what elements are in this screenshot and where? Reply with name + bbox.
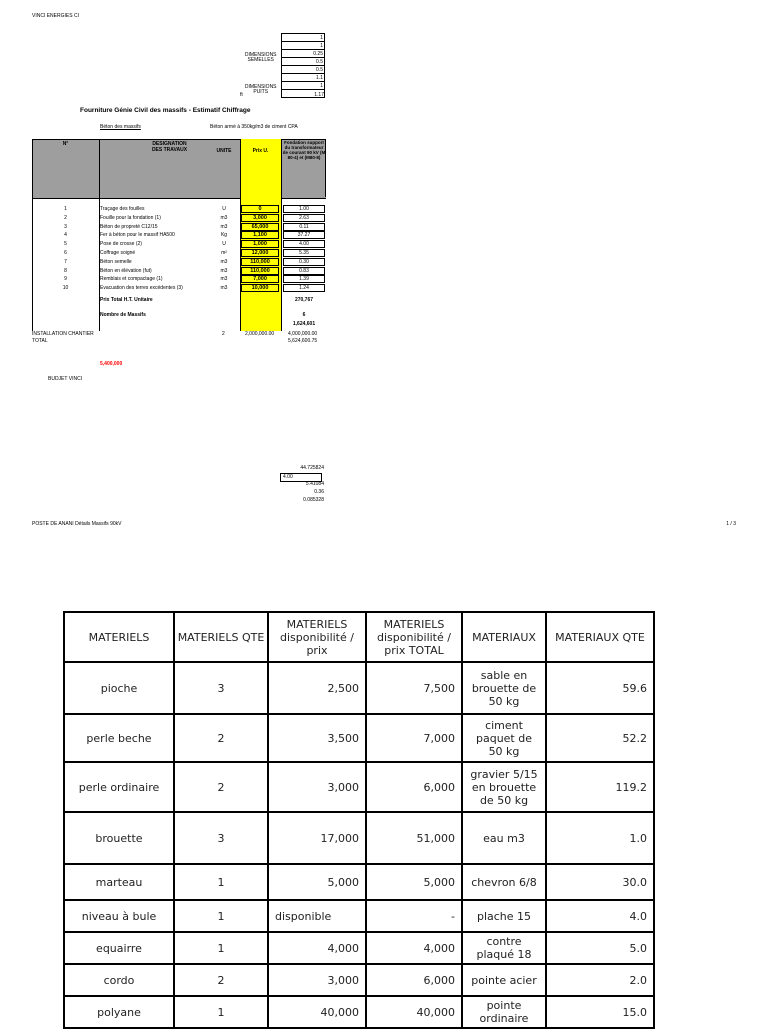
dim-h-label: ft bbox=[240, 92, 243, 98]
materials-row bbox=[64, 762, 654, 812]
materiel-name: pioche bbox=[64, 662, 174, 714]
dimensions-table bbox=[240, 33, 325, 98]
estimate-row bbox=[32, 205, 326, 213]
materiel-prix: 3,000 bbox=[268, 964, 366, 996]
dim-value: 1 bbox=[282, 34, 325, 42]
dim-value: 1 bbox=[282, 42, 325, 50]
row-designation: Traçage des fouilles bbox=[100, 206, 145, 212]
row-prix: 1,000 bbox=[241, 240, 279, 248]
row-no: 2 bbox=[64, 214, 67, 221]
materiel-name: niveau à bule bbox=[64, 900, 174, 932]
row-designation: Coffrage soigné bbox=[100, 250, 136, 256]
estimate-row bbox=[32, 258, 326, 266]
materiau-qte: 30.0 bbox=[546, 864, 654, 900]
header-unite: UNITE bbox=[216, 148, 232, 154]
materiel-total: 51,000 bbox=[366, 812, 462, 864]
materiel-name: cordo bbox=[64, 964, 174, 996]
mat-header: MATERIELS disponibilité / prix TOTAL bbox=[366, 612, 462, 662]
mat-header: MATERIELS bbox=[64, 612, 174, 662]
row-prix: 12,000 bbox=[241, 249, 279, 257]
materiau-name: contre plaqué 18 bbox=[462, 932, 546, 964]
red-amount: 5,400,000 bbox=[100, 361, 123, 367]
header-designation: DESIGNATION DES TRAVAUX bbox=[151, 141, 188, 153]
materiel-total: - bbox=[366, 900, 462, 932]
materiau-qte: 1.0 bbox=[546, 812, 654, 864]
materiau-qte: 59.6 bbox=[546, 662, 654, 714]
row-quantity: 2.63 bbox=[283, 214, 325, 222]
row-prix: 110,000 bbox=[241, 267, 279, 275]
materials-table bbox=[63, 611, 655, 1029]
dim-value: 0.5 bbox=[282, 58, 325, 66]
row-no: 9 bbox=[64, 276, 67, 283]
materials-row bbox=[64, 812, 654, 864]
row-no: 1 bbox=[64, 206, 67, 212]
materiel-qte: 1 bbox=[174, 864, 268, 900]
header-no: N° bbox=[62, 141, 69, 147]
dim-semelles-label: DIMENSIONS SEMELLES bbox=[244, 51, 277, 63]
row-quantity: 1.24 bbox=[283, 284, 325, 292]
row-designation: Remblais et compactage (1) bbox=[100, 276, 163, 283]
estimate-row bbox=[32, 223, 326, 231]
estimate-row bbox=[32, 231, 326, 239]
row-unite: m3 bbox=[220, 223, 228, 230]
mat-header: MATERIAUX QTE bbox=[546, 612, 654, 662]
row-unite: m² bbox=[221, 250, 227, 256]
materiel-total: 5,000 bbox=[366, 864, 462, 900]
install-total: 4,000,000.00 bbox=[288, 331, 318, 337]
nb-massifs-label: Nombre de Massifs bbox=[100, 312, 146, 318]
calc-value: 5.41084 bbox=[305, 481, 324, 487]
materiau-name: eau m3 bbox=[462, 812, 546, 864]
materiel-qte: 2 bbox=[174, 714, 268, 762]
estimate-row bbox=[32, 249, 326, 257]
row-designation: Pose de crosse (2) bbox=[100, 241, 142, 248]
budget-label: BUDJET VINCI bbox=[48, 376, 83, 382]
company-name: VINCI ENERGIES CI bbox=[32, 13, 79, 19]
header-fondation: Fondation support du transformateur de courant 90 kV (M 80-4) et (M80-8) bbox=[282, 140, 326, 160]
row-quantity: 0.11 bbox=[283, 223, 325, 231]
row-designation: Fouille pour la fondation (1) bbox=[100, 214, 161, 221]
materiel-total: 6,000 bbox=[366, 964, 462, 996]
estimate-row bbox=[32, 267, 326, 275]
materiel-name: perle ordinaire bbox=[64, 762, 174, 812]
estimate-subtitle-left: Béton des massifs bbox=[100, 124, 141, 130]
materiau-qte: 52.2 bbox=[546, 714, 654, 762]
materials-row bbox=[64, 996, 654, 1028]
row-prix: 3,000 bbox=[241, 214, 279, 222]
materiau-qte: 2.0 bbox=[546, 964, 654, 996]
materiau-name: pointe ordinaire bbox=[462, 996, 546, 1028]
dim-h-value: 1.17 bbox=[314, 92, 324, 98]
row-unite: m3 bbox=[220, 276, 228, 283]
row-no: 3 bbox=[64, 223, 67, 230]
materials-row bbox=[64, 900, 654, 932]
materiel-qte: 1 bbox=[174, 932, 268, 964]
materiau-name: gravier 5/15 en brouette de 50 kg bbox=[462, 762, 546, 812]
row-designation: Béton de propreté C12/15 bbox=[100, 223, 158, 230]
mat-header: MATERIAUX bbox=[462, 612, 546, 662]
row-designation: Fer à béton pour le massif HA500 bbox=[100, 232, 175, 239]
materials-row bbox=[64, 662, 654, 714]
row-no: 10 bbox=[62, 285, 69, 292]
materiau-qte: 5.0 bbox=[546, 932, 654, 964]
materiau-name: chevron 6/8 bbox=[462, 864, 546, 900]
calc-value-boxed: 4.00 bbox=[280, 473, 322, 482]
row-quantity: 0.30 bbox=[283, 258, 325, 266]
row-prix: 65,000 bbox=[241, 223, 279, 231]
row-unite: m3 bbox=[220, 267, 228, 274]
row-unite: m3 bbox=[220, 258, 228, 265]
row-unite: U bbox=[222, 206, 226, 212]
install-unit-price: 2,000,000.00 bbox=[245, 331, 275, 337]
materiel-total: 7,000 bbox=[366, 714, 462, 762]
materiel-prix: 17,000 bbox=[268, 812, 366, 864]
calc-value: 44.725824 bbox=[300, 465, 324, 471]
materiel-total: 4,000 bbox=[366, 932, 462, 964]
row-quantity: 1.00 bbox=[283, 205, 325, 213]
row-quantity: 4.00 bbox=[283, 240, 325, 248]
materiel-total: 7,500 bbox=[366, 662, 462, 714]
estimate-row bbox=[32, 275, 326, 283]
materials-row bbox=[64, 964, 654, 996]
row-quantity: 1.39 bbox=[283, 275, 325, 283]
row-quantity: 0.83 bbox=[283, 267, 325, 275]
estimate-row bbox=[32, 284, 326, 292]
materiel-qte: 2 bbox=[174, 964, 268, 996]
row-designation: Béton en élévation (fut) bbox=[100, 267, 152, 274]
materiel-qte: 1 bbox=[174, 900, 268, 932]
row-no: 5 bbox=[64, 241, 67, 248]
materials-row bbox=[64, 864, 654, 900]
materiau-qte: 119.2 bbox=[546, 762, 654, 812]
row-unite: Kg bbox=[220, 232, 228, 239]
row-designation: Béton semelle bbox=[100, 258, 132, 265]
total-label: Prix Total H.T. Unitaire bbox=[100, 297, 153, 303]
row-designation: Evacuation des terres excédentes (3) bbox=[100, 285, 183, 292]
mat-header: MATERIELS disponibilité / prix bbox=[268, 612, 366, 662]
materiel-name: perle beche bbox=[64, 714, 174, 762]
materiel-qte: 2 bbox=[174, 762, 268, 812]
materiau-name: ciment paquet de 50 kg bbox=[462, 714, 546, 762]
dim-value: 0.5 bbox=[282, 66, 325, 74]
footer-left: POSTE DE ANANI Détails Massifs 90kV bbox=[32, 521, 122, 527]
materiel-name: equairre bbox=[64, 932, 174, 964]
estimate-title: Fourniture Génie Civil des massifs - Estimatif Chiffrage bbox=[80, 107, 251, 114]
estimate-subtitle-right: Béton armé à 350kg/m3 de ciment CPA bbox=[210, 124, 298, 130]
row-unite: m3 bbox=[220, 214, 228, 221]
materiel-total: 40,000 bbox=[366, 996, 462, 1028]
materiel-prix: 3,000 bbox=[268, 762, 366, 812]
materiau-qte: 4.0 bbox=[546, 900, 654, 932]
materiel-prix: 40,000 bbox=[268, 996, 366, 1028]
materiel-name: brouette bbox=[64, 812, 174, 864]
estimate-row bbox=[32, 240, 326, 248]
row-prix: 110,000 bbox=[241, 258, 279, 266]
materiel-qte: 3 bbox=[174, 662, 268, 714]
estimate-table bbox=[32, 139, 326, 331]
materiel-name: marteau bbox=[64, 864, 174, 900]
row-prix: 7,000 bbox=[241, 275, 279, 283]
dim-puits-label: DIMENSIONS PUITS bbox=[244, 83, 277, 95]
mat-header: MATERIELS QTE bbox=[174, 612, 268, 662]
calc-value: 0.36 bbox=[314, 489, 324, 495]
row-unite: U bbox=[222, 241, 226, 248]
materiel-prix: 2,500 bbox=[268, 662, 366, 714]
header-prix: Prix U. bbox=[252, 148, 269, 154]
materiau-name: sable en brouette de 50 kg bbox=[462, 662, 546, 714]
row-no: 6 bbox=[64, 250, 67, 256]
materiel-prix: 5,000 bbox=[268, 864, 366, 900]
row-no: 7 bbox=[64, 258, 67, 265]
materiel-name: polyane bbox=[64, 996, 174, 1028]
materiel-total: 6,000 bbox=[366, 762, 462, 812]
install-label: INSTALLATION CHANTIER bbox=[32, 331, 94, 337]
dim-value: 0.25 bbox=[282, 50, 325, 58]
row-unite: m3 bbox=[220, 285, 228, 292]
materiau-name: plache 15 bbox=[462, 900, 546, 932]
row-quantity: 5.35 bbox=[283, 249, 325, 257]
total-row-value: 5,624,600.75 bbox=[288, 338, 318, 344]
materiel-qte: 3 bbox=[174, 812, 268, 864]
row-prix: 0 bbox=[241, 205, 279, 213]
materials-row bbox=[64, 714, 654, 762]
dim-value: 1 bbox=[282, 82, 325, 90]
materiau-qte: 15.0 bbox=[546, 996, 654, 1028]
row-prix: 1,100 bbox=[241, 231, 279, 239]
row-prix: 10,000 bbox=[241, 284, 279, 292]
total-value: 270,767 bbox=[294, 297, 314, 303]
materiel-prix: disponible bbox=[268, 900, 366, 932]
calc-value: 0.085328 bbox=[303, 497, 324, 503]
materials-row bbox=[64, 932, 654, 964]
footer-page: 1 / 3 bbox=[726, 521, 736, 527]
dim-value: 1.1 bbox=[282, 74, 325, 82]
materiel-prix: 3,500 bbox=[268, 714, 366, 762]
estimate-row bbox=[32, 214, 326, 222]
materiel-qte: 1 bbox=[174, 996, 268, 1028]
row-quantity: 37.27 bbox=[283, 231, 325, 239]
row-no: 4 bbox=[64, 232, 67, 239]
total-row-label: TOTAL bbox=[32, 338, 48, 344]
install-qty: 2 bbox=[222, 331, 225, 337]
grand-value: 1,624,601 bbox=[292, 321, 316, 327]
materiau-name: pointe acier bbox=[462, 964, 546, 996]
nb-massifs-value: 6 bbox=[302, 312, 306, 318]
materiel-prix: 4,000 bbox=[268, 932, 366, 964]
row-no: 8 bbox=[64, 267, 67, 274]
